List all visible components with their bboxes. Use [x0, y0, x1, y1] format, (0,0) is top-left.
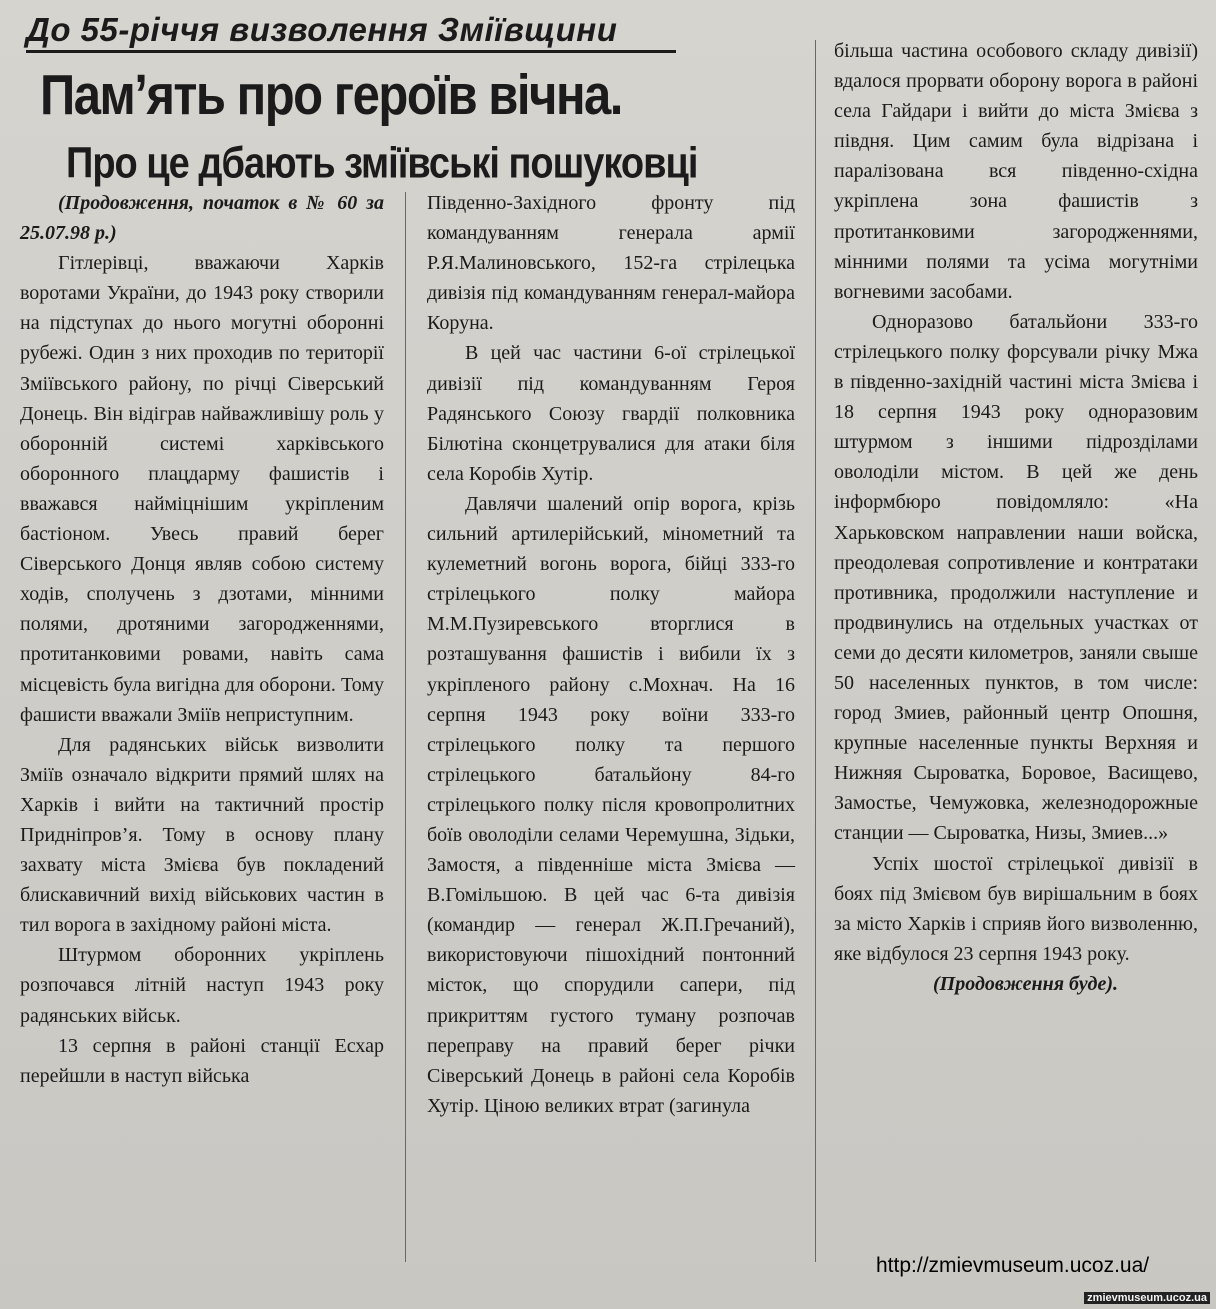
paragraph: Одноразово батальйони 333-го стрілецького полку форсували річку Мжа в південно-західній частині міста Змієва і 18 серпня 1943 року одноразовим штурмом з іншими підрозділами оволоділи містом. В цей же день інформбюро повідомляло: «На Харьковском направлении наши войска, преодолевая сопротивление и контратаки противника, продолжили наступление и продвинулись на отдельных участках от семи до десяти километров, заняли свыше 50 населенных пунктов, в том числе: город Змиев, районный центр Опошня, крупные населенные пункты Верхняя и Нижняя Сыроватка, Боровое, Васищево, Замостье, Чемужовка, железнодорожные станции — Сыроватка, Низы, Змиев...»: [834, 310, 1198, 845]
text-column-2: [427, 188, 795, 1121]
paragraph: Давлячи шалений опір ворога, крізь сильний артилерійський, мінометний та кулеметний вогонь ворога, бійці 333-го стрілецького полку майора М.М.Пузиревського вторглися в розташування фашистів і вибили їх з укріпленого району с.Мохнач. На 16 серпня 1943 року воїни 333-го стрілецького полку та першого стрілецького батальйону 84-го стрілецького полку після кровопролитних боїв оволоділи селами Черемушна, Зідьки, Замостя, а південніше міста Змієва — В.Гомільшою. В цей час 6-та дивізія (командир — генерал Ж.П.Гречаний), використовуючи пішохідний понтонний місток, що спорудили сапери, під прикриттям густого туману розпочав переправу на правий берег річки Сіверський Донець в районі села Коробів Хутір. Ціною великих втрат (загинула: [427, 492, 795, 1117]
paragraph: Успіх шостої стрілецької дивізії в боях під Змієвом був вирішальним в боях за місто Харків і сприяв його визволенню, яке відбулося 23 серпня 1943 року.: [834, 852, 1198, 965]
text-column-3: [834, 36, 1198, 999]
paragraph: Південно-Західного фронту під командуванням генерала армії Р.Я.Малиновського, 152-га стрілецька дивізія під командуванням генерал-майора Коруна.: [427, 192, 795, 335]
paragraph: Штурмом оборонних укріплень розпочався літній наступ 1943 року радянських військ.: [20, 944, 384, 1027]
column-rule-left: [405, 192, 406, 1262]
article-headline: Пам’ять про героїв вічна.: [40, 64, 622, 127]
paragraph: Гітлерівці, вважаючи Харків воротами України, до 1943 року створили на підступах до нього могутні оборонні рубежі. Один з них проходив по території Зміївського району, по річці Сіверський Донець. Він відіграв найважливішу роль у оборонній системі харківського оборонного плацдарму фашистів і вважався найміцнішим укріпленим бастіоном. Увесь правий берег Сіверського Донця являв собою систему ходів, сполучень з дзотами, мінними полями, дротяними загородженнями, протитанковими ровами, навіть сама місцевість була вигідна для оборони. Тому фашисти вважали Зміїв неприступним.: [20, 252, 384, 726]
to-be-continued-note: (Продовження буде).: [933, 972, 1118, 995]
article-subheadline: Про це дбають зміївські пошуковці: [66, 139, 698, 188]
watermark-url: http://zmievmuseum.ucoz.ua/: [876, 1254, 1150, 1277]
paragraph: 13 серпня в районі станції Есхар перейшли в наступ війська: [20, 1034, 384, 1087]
paragraph: Для радянських військ визволити Зміїв означало відкрити прямий шлях на Харків і вийти на тактичний простір Придніпров’я. Тому в основу плану захвату міста Змієва був покладений блискавичний вихід військових частин в тил ворога в західному районі міста.: [20, 733, 384, 937]
watermark-small: zmievmuseum.ucoz.ua: [1084, 1292, 1210, 1304]
column-rule-right: [815, 40, 816, 1262]
paragraph: В цей час частини 6-ої стрілецької дивізії під командуванням Героя Радянського Союзу гвардії полковника Білютіна сконцетрувалися для атаки біля села Коробів Хутір.: [427, 342, 795, 485]
paragraph: більша частина особового складу дивізії) вдалося прорвати оборону ворога в районі села Гайдари і вийти до міста Змієва з півдня. Цим самим була відрізана і паралізована вся південно-східна укріплена зона фашистів з протитанковими загородженнями, мінними полями та усіма могутніми вогневими засобами.: [834, 40, 1198, 303]
text-column-1: [20, 188, 384, 1091]
continuation-note: (Продовження, початок в № 60 за 25.07.98 р.): [20, 192, 384, 245]
rubric-heading: До 55-річчя визволення Зміївщини: [26, 10, 676, 53]
